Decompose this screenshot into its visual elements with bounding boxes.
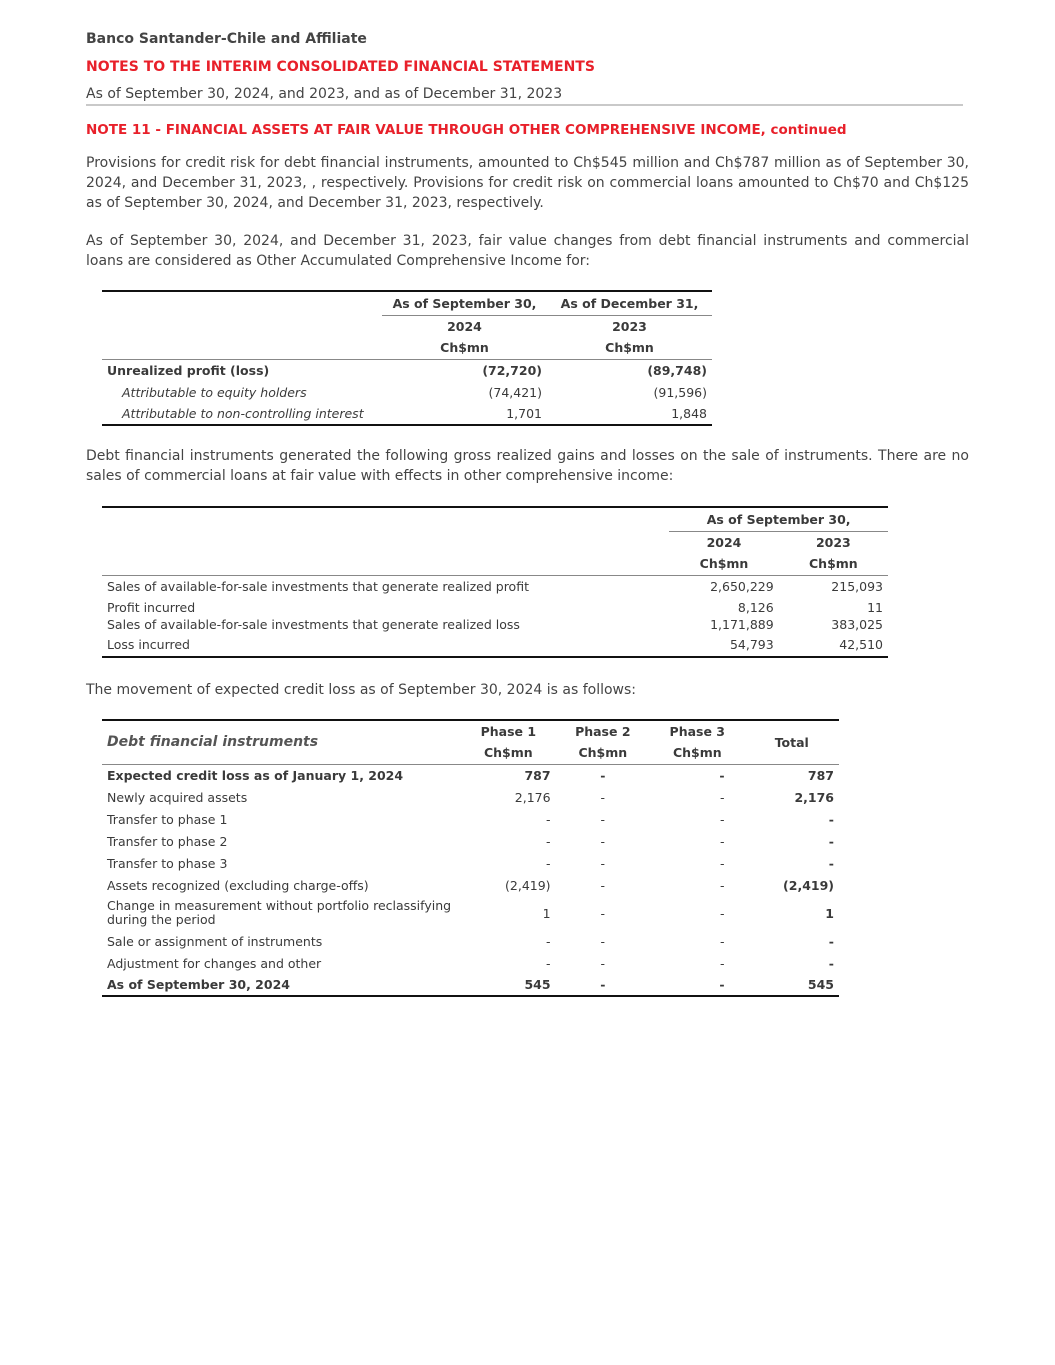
row-value: - bbox=[720, 933, 725, 949]
row-value: - bbox=[720, 905, 725, 921]
t3-phase2-unit: Ch$mn bbox=[556, 742, 650, 764]
row-label: Change in measurement without portfolio reclassifying during the period bbox=[107, 898, 452, 927]
t3-phase3-header: Phase 3 bbox=[650, 720, 744, 742]
table-row bbox=[102, 808, 839, 830]
row-value: - bbox=[546, 833, 551, 849]
row-value: - bbox=[720, 811, 725, 827]
note-title: NOTE 11 - FINANCIAL ASSETS AT FAIR VALUE THROUGH OTHER COMPREHENSIVE INCOME, continued bbox=[86, 122, 847, 138]
table-row bbox=[102, 930, 839, 952]
row-value: 215,093 bbox=[831, 578, 883, 594]
row-label: Assets recognized (excluding charge-offs) bbox=[107, 877, 369, 893]
t3-title: Debt financial instruments bbox=[102, 720, 461, 764]
expected-credit-loss-table bbox=[102, 719, 839, 997]
t3-total-header: Total bbox=[745, 720, 839, 764]
row-value: 1,848 bbox=[547, 403, 712, 425]
row-value: 1,701 bbox=[382, 403, 547, 425]
t2-group-header: As of September 30, bbox=[669, 507, 888, 531]
row-label: Transfer to phase 3 bbox=[107, 855, 228, 871]
table-row bbox=[102, 896, 839, 930]
row-value: - bbox=[600, 767, 606, 783]
table-row bbox=[102, 852, 839, 874]
table-row bbox=[102, 764, 839, 786]
row-value: - bbox=[720, 833, 725, 849]
row-value: 8,126 bbox=[737, 600, 774, 615]
row-value: (89,748) bbox=[647, 362, 707, 378]
row-value: - bbox=[546, 811, 551, 827]
company-name: Banco Santander-Chile and Affiliate bbox=[86, 31, 367, 47]
row-value: - bbox=[600, 877, 606, 893]
t3-phase1-header: Phase 1 bbox=[461, 720, 555, 742]
t1-col1-unit: Ch$mn bbox=[382, 337, 547, 359]
row-value: - bbox=[600, 811, 606, 827]
table-row bbox=[102, 952, 839, 974]
row-value: 42,510 bbox=[779, 633, 888, 657]
t2-col2-year: 2023 bbox=[815, 534, 851, 550]
row-value: 1 bbox=[542, 905, 551, 921]
table-row bbox=[102, 597, 888, 615]
row-value: 787 bbox=[807, 767, 834, 783]
table-row bbox=[102, 786, 839, 808]
row-value: - bbox=[600, 955, 606, 971]
table-row bbox=[102, 974, 839, 996]
row-value: 545 bbox=[461, 974, 555, 996]
row-label: Profit incurred bbox=[107, 600, 196, 615]
row-value: 383,025 bbox=[831, 616, 883, 632]
paragraph-provisions: Provisions for credit risk for debt financial instruments, amounted to Ch$545 million and Ch$787 million as of September 30, 2024, and December 31, 2023, , respectively. Provisions for credit risk on commercial loans amounted to Ch$70 and Ch$125 as of September 30, 2024, and December 31, 2023, respectively. bbox=[86, 155, 969, 211]
table-row bbox=[102, 403, 712, 425]
t1-col1-header: As of September 30, bbox=[382, 291, 547, 315]
table-row bbox=[102, 633, 888, 657]
row-value: - bbox=[546, 855, 551, 871]
row-label: Unrealized profit (loss) bbox=[107, 362, 270, 378]
row-value: - bbox=[828, 933, 834, 949]
table-row bbox=[102, 359, 712, 381]
t1-col2-header: As of December 31, bbox=[547, 291, 712, 315]
paragraph-realized-gains: Debt financial instruments generated the following gross realized gains and losses on the sale of instruments. There are no sales of commercial loans at fair value with effects in other comprehensive income: bbox=[86, 448, 969, 484]
row-label: Sales of available-for-sale investments that generate realized loss bbox=[107, 616, 520, 632]
row-label: Sales of available-for-sale investments that generate realized profit bbox=[107, 578, 529, 594]
row-value: - bbox=[650, 974, 744, 996]
row-label: As of September 30, 2024 bbox=[102, 974, 461, 996]
t1-col1-year: 2024 bbox=[447, 318, 482, 334]
t3-phase1-unit: Ch$mn bbox=[461, 742, 555, 764]
as-of-date: As of September 30, 2024, and 2023, and as of December 31, 2023 bbox=[86, 86, 563, 102]
row-value: 2,176 bbox=[514, 789, 551, 805]
paragraph-fair-value: As of September 30, 2024, and December 31, 2023, fair value changes from debt financial instruments and commercial loans are considered as Other Accumulated Comprehensive Income for: bbox=[86, 233, 969, 269]
row-value: (91,596) bbox=[653, 384, 707, 400]
table-row bbox=[102, 575, 888, 597]
row-value: - bbox=[719, 767, 725, 783]
row-value: - bbox=[720, 789, 725, 805]
row-value: - bbox=[546, 933, 551, 949]
t1-col2-unit: Ch$mn bbox=[547, 337, 712, 359]
table-row bbox=[102, 830, 839, 852]
notes-title: NOTES TO THE INTERIM CONSOLIDATED FINANCIAL STATEMENTS bbox=[86, 59, 595, 75]
row-value: - bbox=[600, 833, 606, 849]
row-label: Adjustment for changes and other bbox=[107, 955, 322, 971]
t1-col2-year: 2023 bbox=[612, 318, 647, 334]
row-value: - bbox=[828, 833, 834, 849]
unrealized-profit-table bbox=[102, 290, 712, 426]
row-value: - bbox=[600, 789, 606, 805]
row-label: Transfer to phase 2 bbox=[107, 833, 228, 849]
row-value: - bbox=[600, 855, 606, 871]
row-label: Attributable to equity holders bbox=[122, 384, 307, 400]
row-value: 787 bbox=[524, 767, 551, 783]
row-value: (2,419) bbox=[783, 877, 834, 893]
t3-phase3-unit: Ch$mn bbox=[650, 742, 744, 764]
row-label: Transfer to phase 1 bbox=[107, 811, 228, 827]
row-label: Loss incurred bbox=[102, 633, 669, 657]
t2-col1-year: 2024 bbox=[706, 534, 742, 550]
row-label: Sale or assignment of instruments bbox=[107, 933, 323, 949]
row-value: - bbox=[720, 955, 725, 971]
row-value: - bbox=[600, 933, 606, 949]
row-value: (74,421) bbox=[488, 384, 542, 400]
paragraph-ecl-movement: The movement of expected credit loss as of September 30, 2024 is as follows: bbox=[86, 682, 637, 698]
row-value: 2,650,229 bbox=[710, 578, 774, 594]
row-value: - bbox=[828, 855, 834, 871]
row-value: - bbox=[556, 974, 650, 996]
row-value: 1,171,889 bbox=[710, 616, 774, 632]
row-label: Newly acquired assets bbox=[107, 789, 248, 805]
header-divider bbox=[86, 104, 963, 106]
row-value: - bbox=[828, 955, 834, 971]
row-value: 545 bbox=[745, 974, 839, 996]
table-row bbox=[102, 615, 888, 633]
row-label: Attributable to non-controlling interest bbox=[102, 403, 382, 425]
row-value: - bbox=[828, 811, 834, 827]
row-value: 2,176 bbox=[794, 789, 834, 805]
row-value: 1 bbox=[825, 905, 834, 921]
row-value: (72,720) bbox=[482, 362, 542, 378]
row-value: - bbox=[600, 905, 606, 921]
row-label: Expected credit loss as of January 1, 2024 bbox=[107, 767, 404, 783]
table-row bbox=[102, 874, 839, 896]
t2-col1-unit: Ch$mn bbox=[669, 553, 778, 575]
t3-phase2-header: Phase 2 bbox=[556, 720, 650, 742]
row-value: 11 bbox=[867, 600, 883, 615]
row-value: (2,419) bbox=[505, 877, 551, 893]
row-value: 54,793 bbox=[669, 633, 778, 657]
table-row bbox=[102, 381, 712, 403]
row-value: - bbox=[720, 877, 725, 893]
row-value: - bbox=[720, 855, 725, 871]
realized-gains-table bbox=[102, 506, 888, 658]
row-value: - bbox=[546, 955, 551, 971]
t2-col2-unit: Ch$mn bbox=[779, 553, 888, 575]
